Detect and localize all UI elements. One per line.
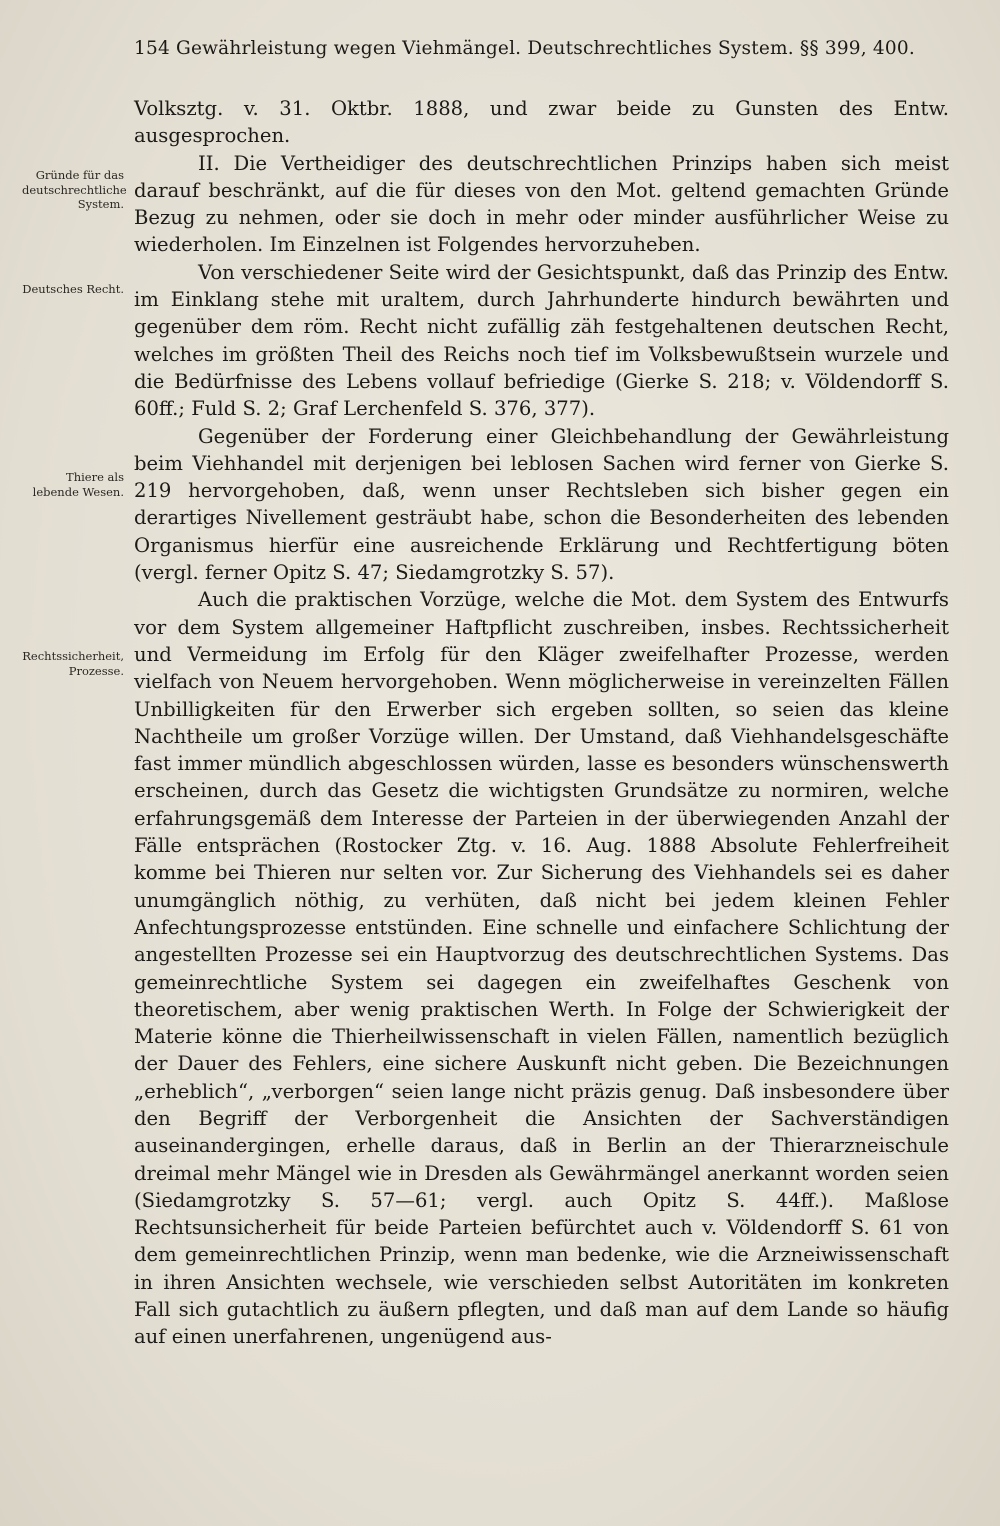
body-text <box>134 95 949 1351</box>
margin-note-german-law: Deutsches Recht. <box>22 282 124 296</box>
paragraph-section-ii: II. Die Vertheidiger des deutschrechtlichen Prinzips haben sich meist darauf beschränkt, auf die für dieses von den Mot. geltend gemachten Gründe Bezug zu nehmen, oder sie doch in mehr oder minder ausführlicher Weise zu wiederholen. Im Einzelnen ist Folgendes hervorzuheben. <box>134 151 949 257</box>
paragraph-living-beings: Gegenüber der Forderung einer Gleichbehandlung der Gewährleistung beim Viehhandel mit derjenigen bei leblosen Sachen wird ferner von Gierke S. 219 hervorgehoben, daß, wenn unser Rechtsleben sich bisher gegen ein derartiges Nivellement gesträubt habe, schon die Besonderheiten des lebenden Organismus hierfür eine ausreichende Erklärung und Rechtfertigung böten (vergl. ferner Opitz S. 47; Siedamgrotzky S. 57). <box>134 424 949 585</box>
margin-note-living-beings: Thiere als lebende Wesen. <box>32 470 124 499</box>
paragraph-german-law: Von verschiedener Seite wird der Gesichtspunkt, daß das Prinzip des Entw. im Einklang stehe mit uraltem, durch Jahrhunderte hindurch bewährten und gegenüber dem röm. Recht nicht zufällig zäh festgehaltenen deutschen Recht, welches im größten Theil des Reichs noch tief im Volksbewußtsein wurzele und die Bedürfnisse des Lebens vollauf befriedige (Gierke S. 218; v. Völdendorff S. 60ff.; Fuld S. 2; Graf Lerchenfeld S. 376, 377). <box>134 260 949 421</box>
paragraph-practical-advantages: Auch die praktischen Vorzüge, welche die Mot. dem System des Entwurfs vor dem System allgemeiner Haftpflicht zuschreiben, insbes. Rechtssicherheit und Vermeidung im Erfolg für den Kläger zweifelhafter Prozesse, werden vielfach von Neuem hervorgehoben. Wenn möglicherweise in vereinzelten Fällen Unbilligkeiten für den Erwerber sich ergeben sollten, so seien das kleine Nachtheile um großer Vorzüge willen. Der Umstand, daß Viehhandelsgeschäfte fast immer mündlich abgeschlossen würden, lasse es besonders wünschenswerth erscheinen, durch das Gesetz die wichtigsten Grundsätze zu normiren, welche erfahrungsgemäß dem Interesse der Parteien in der überwiegenden Anzahl der Fälle entsprächen (Rostocker Ztg. v. 16. Aug. 1888 Absolute Fehlerfreiheit komme bei Thieren nur selten vor. Zur Sicherung des Viehhandels sei es daher unumgänglich nöthig, zu verhüten, daß nicht bei jedem kleinen Fehler Anfechtungsprozesse entstünden. Eine schnelle und einfachere Schlichtung der angestellten Prozesse sei ein Hauptvorzug des deutschrechtlichen Systems. Das gemeinrechtliche System sei dagegen ein zweifelhaftes Geschenk von theoretischem, aber wenig praktischen Werth. In Folge der Schwierigkeit der Materie könne die Thierheilwissenschaft in vielen Fällen, namentlich bezüglich der Dauer des Fehlers, eine sichere Auskunft nicht geben. Die Bezeichnungen „erheblich“, „verborgen“ seien lange nicht präzis genug. Daß insbesondere über den Begriff der Verborgenheit die Ansichten der Sachverständigen auseinandergingen, erhelle daraus, daß in Berlin an der Thierarzneischule dreimal mehr Mängel wie in Dresden als Gewährmängel anerkannt worden seien (Siedamgrotzky S. 57—61; vergl. auch Opitz S. 44ff.). Maßlose Rechtsunsicherheit für beide Parteien befürchtet auch v. Völdendorff S. 61 von dem gemeinrechtlichen Prinzip, wenn man bedenke, wie die Arzneiwissenschaft in ihren Ansichten wechsele, wie verschieden selbst Autoritäten im konkreten Fall sich gutachtlich zu äußern pflegten, und daß man auf dem Lande so häufig auf einen unerfahrenen, ungenügend aus- <box>134 588 949 1349</box>
running-head: 154 Gewährleistung wegen Viehmängel. Deutschrechtliches System. §§ 399, 400. <box>134 38 915 59</box>
margin-note-legal-certainty: Rechtssicherheit, Prozesse. <box>22 649 124 678</box>
margin-note-grounds: Gründe für das deutschrechtliche System. <box>22 168 127 211</box>
paragraph-continuation: Volksztg. v. 31. Oktbr. 1888, und zwar beide zu Gunsten des Entw. ausgesprochen. <box>134 97 949 148</box>
